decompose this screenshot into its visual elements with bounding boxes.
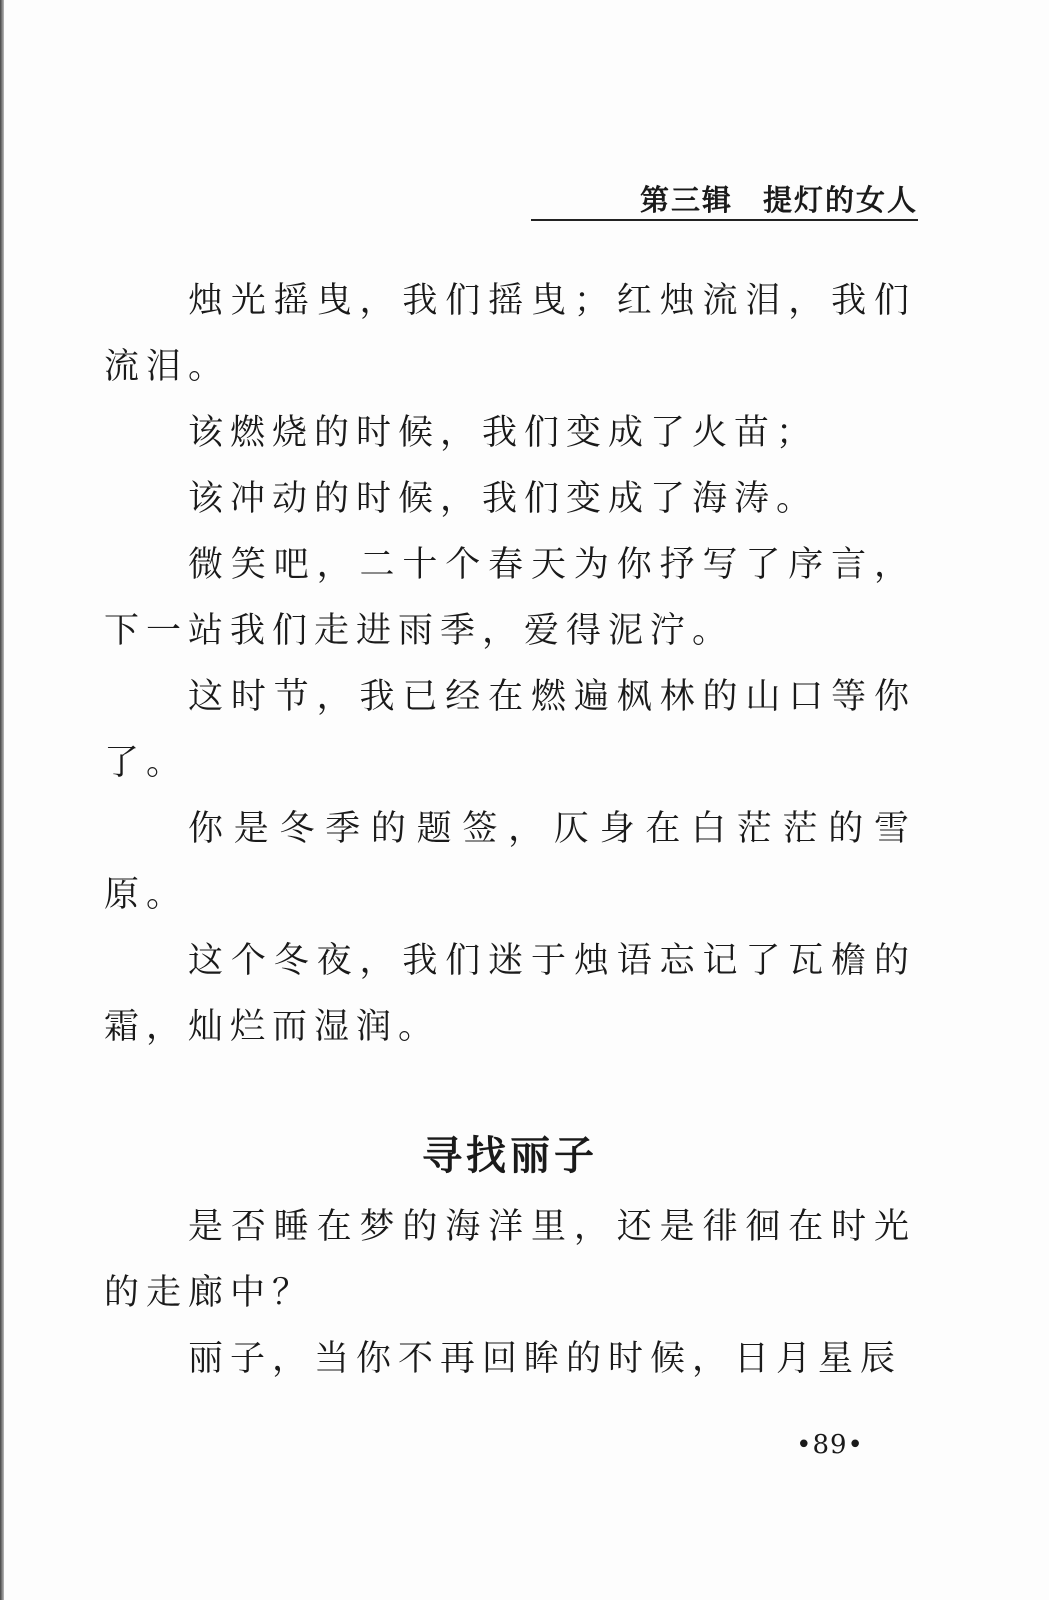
header-section: 第三辑 [639, 183, 733, 217]
header-title: 提灯的女人 [762, 183, 918, 217]
section-title: 寻找丽子 [422, 1133, 598, 1179]
paragraph: 微笑吧，二十个春天为你抒写了序言，下一站我们走进雨季，爱得泥泞。 [104, 545, 916, 651]
paragraph: 你是冬季的题签，仄身在白茫茫的雪原。 [104, 809, 916, 915]
running-header [531, 178, 918, 219]
paragraph: 该冲动的时候，我们变成了海涛。 [188, 479, 819, 519]
paragraph: 这时节，我已经在燃遍枫林的山口等你了。 [104, 677, 916, 783]
paragraph: 丽子，当你不再回眸的时候，日月星辰 [188, 1339, 903, 1379]
paragraph: 是否睡在梦的海洋里，还是徘徊在时光的走廊中？ [104, 1207, 916, 1313]
page-edge-shadow [0, 0, 4, 1600]
paragraph: 这个冬夜，我们迷于烛语忘记了瓦檐的霜，灿烂而湿润。 [104, 941, 916, 1047]
paragraph: 烛光摇曳，我们摇曳；红烛流泪，我们流泪。 [104, 281, 916, 387]
header-rule [531, 219, 918, 221]
page-number: •89• [796, 1430, 864, 1460]
paragraph: 该燃烧的时候，我们变成了火苗； [188, 413, 819, 453]
page-body [104, 268, 916, 1392]
